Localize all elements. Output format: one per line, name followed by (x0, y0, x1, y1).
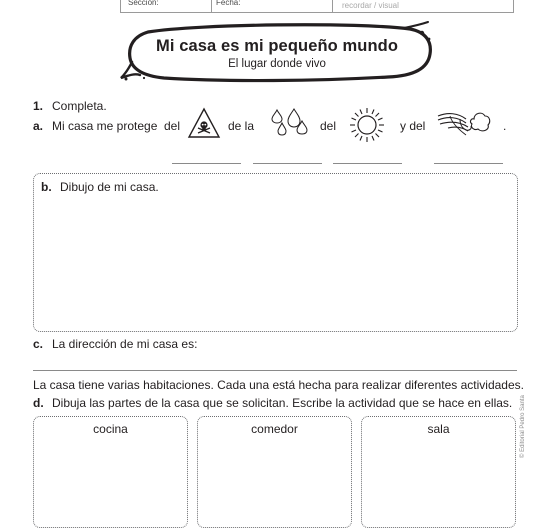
qa-word-1: del (164, 119, 181, 133)
answer-line-4[interactable] (434, 163, 503, 164)
q1-number: 1. (33, 99, 44, 113)
house-drawing-box[interactable] (33, 173, 518, 332)
page-subtitle: El lugar donde vivo (228, 58, 326, 70)
qc-letter: c. (33, 337, 44, 351)
qb-letter: b. (41, 180, 52, 194)
fecha-label: Fecha: (216, 0, 241, 7)
qd-text: Dibuja las partes de la casa que se solicitan. Escribe la actividad que se hace en ellas. (52, 396, 513, 410)
danger-sign-icon (187, 107, 221, 139)
title-banner (118, 20, 436, 84)
wind-icon (436, 107, 492, 139)
raindrops-icon (270, 108, 310, 138)
answer-line-2[interactable] (253, 163, 322, 164)
page-title: Mi casa es mi pequeño mundo (156, 37, 398, 55)
answer-line-1[interactable] (172, 163, 241, 164)
publisher-credit: © Editorial Pedro Santa (520, 395, 526, 458)
room-label-cocina: cocina (93, 422, 128, 436)
room-label-comedor: comedor (251, 422, 298, 436)
room-label-sala: sala (427, 422, 450, 436)
sun-icon (349, 107, 385, 143)
address-answer-line[interactable] (33, 370, 517, 371)
q1-instruction: Completa. (52, 99, 107, 113)
qa-word-4: y del (400, 119, 426, 133)
info-paragraph: La casa tiene varias habitaciones. Cada una está hecha para realizar diferentes actividades. (33, 378, 524, 392)
seccion-label: Sección: (128, 0, 159, 7)
qa-letter: a. (33, 119, 44, 133)
qa-text: Mi casa me protege (52, 119, 158, 133)
qa-word-2: de la (228, 119, 255, 133)
qb-text: Dibujo de mi casa. (60, 180, 159, 194)
qc-text: La dirección de mi casa es: (52, 337, 198, 351)
qa-end-period: . (503, 119, 507, 133)
qd-letter: d. (33, 396, 44, 410)
answer-line-3[interactable] (333, 163, 402, 164)
qa-word-3: del (320, 119, 337, 133)
header-hint: recordar / visual (342, 1, 399, 10)
